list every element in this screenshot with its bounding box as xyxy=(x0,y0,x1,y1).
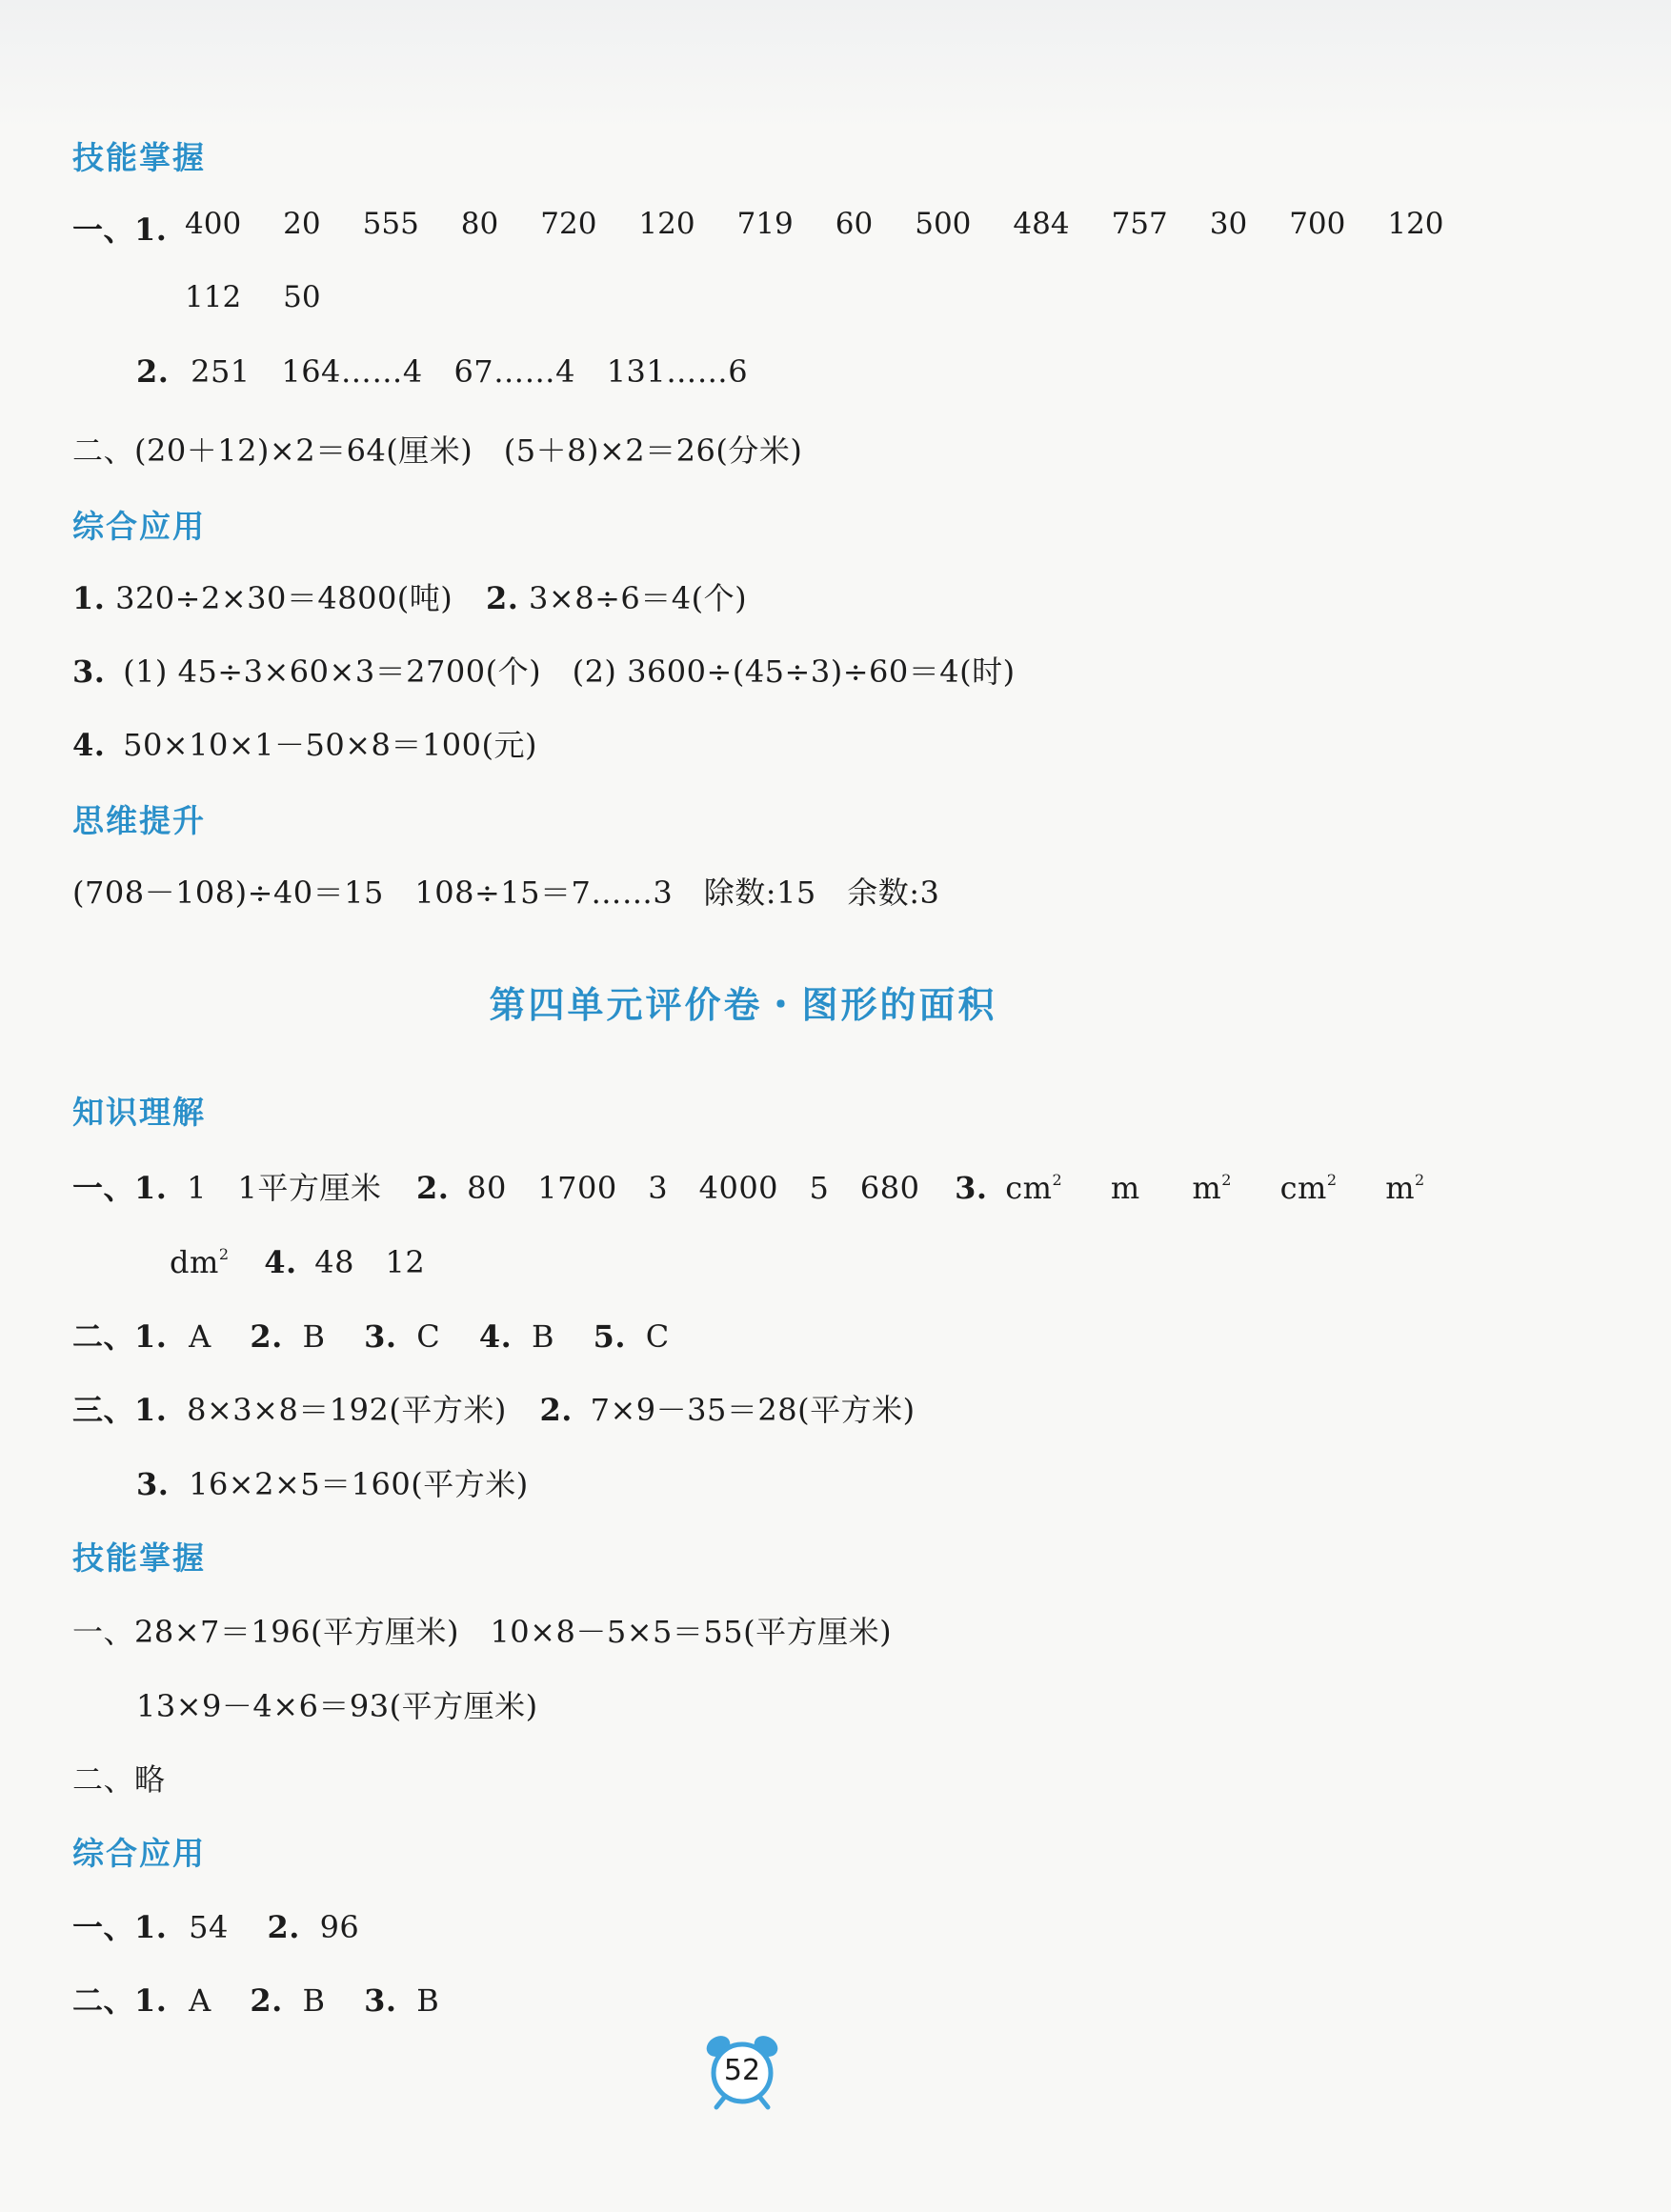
q1-prefix: 一、1. xyxy=(72,211,168,248)
answer-value: 164……4 xyxy=(281,353,423,390)
answer-value: 500 xyxy=(915,207,972,241)
answer-value: 60 xyxy=(835,207,874,241)
knowledge-line-3: 二、1. A 2. B 3. C 4. B 5. C xyxy=(72,1318,670,1355)
page-number-badge xyxy=(703,2033,781,2111)
app-line-4: 4. 50×10×1－50×8＝100(元) xyxy=(72,727,537,763)
thinking-line: (708－108)÷40＝15 108÷15＝7……3 除数:15 余数:3 xyxy=(72,875,940,911)
unit-title: 第四单元评价卷・图形的面积 xyxy=(489,984,997,1026)
q1-row2 xyxy=(185,280,363,314)
section-heading-thinking: 思维提升 xyxy=(72,802,206,839)
app-line-3: 3. (1) 45÷3×60×3＝2700(个) (2) 3600÷(45÷3)÷60＝4(时) xyxy=(72,654,1016,690)
knowledge-line-1: 一、1. 1 1平方厘米 2. 80 1700 3 4000 5 680 3. $cm^2$ m $m^2$ $cm^2$ $m^2$ xyxy=(72,1170,1425,1206)
answer-value: 719 xyxy=(736,207,794,241)
page-number: 52 xyxy=(723,2054,761,2087)
answer-value: 120 xyxy=(1387,207,1444,241)
answer-value: 484 xyxy=(1013,207,1070,241)
app2-line-1: 一、1. 54 2. 96 xyxy=(72,1909,360,1945)
answer-value: 720 xyxy=(540,207,597,241)
answer-value: 120 xyxy=(638,207,695,241)
answer-value: 20 xyxy=(283,207,321,241)
answer-value: 50 xyxy=(283,280,321,314)
knowledge-line-4: 三、1. 8×3×8＝192(平方米) 2. 7×9－35＝28(平方米) xyxy=(72,1392,916,1428)
app-line-1: 1. 320÷2×30＝4800(吨) 2. 3×8÷6＝4(个) xyxy=(72,580,748,616)
answer-value: 131……6 xyxy=(606,353,749,390)
answer-value: 30 xyxy=(1209,207,1248,241)
section-heading-application: 综合应用 xyxy=(72,508,206,545)
answer-value: 555 xyxy=(362,207,419,241)
answer-value: 67……4 xyxy=(453,353,576,390)
skills2-line-2: 13×9－4×6＝93(平方厘米) xyxy=(136,1688,538,1724)
answer-value: 80 xyxy=(460,207,499,241)
skills2-line-3: 二、略 xyxy=(72,1761,166,1798)
q1-row1 xyxy=(185,207,1486,241)
knowledge-line-5: 3. 16×2×5＝160(平方米) xyxy=(136,1466,529,1502)
answer-value: 757 xyxy=(1111,207,1168,241)
answer-value: 700 xyxy=(1289,207,1346,241)
q2-line: 2. 251 164……4 67……4 131……6 xyxy=(136,353,749,390)
answer-value: 251 xyxy=(191,353,251,390)
section-heading-skills: 技能掌握 xyxy=(72,139,206,176)
section-heading-application-2: 综合应用 xyxy=(72,1835,206,1872)
section-heading-knowledge: 知识理解 xyxy=(72,1094,206,1131)
answer-value: 400 xyxy=(185,207,242,241)
q3-line: 二、(20＋12)×2＝64(厘米) (5＋8)×2＝26(分米) xyxy=(72,432,803,469)
skills2-line-1: 一、28×7＝196(平方厘米) 10×8－5×5＝55(平方厘米) xyxy=(72,1614,893,1650)
section-heading-skills-2: 技能掌握 xyxy=(72,1539,206,1577)
app2-line-2: 二、1. A 2. B 3. B xyxy=(72,1982,440,2019)
knowledge-line-2: $dm^2$ 4. 48 12 xyxy=(170,1244,426,1280)
answer-value: 112 xyxy=(185,280,242,314)
